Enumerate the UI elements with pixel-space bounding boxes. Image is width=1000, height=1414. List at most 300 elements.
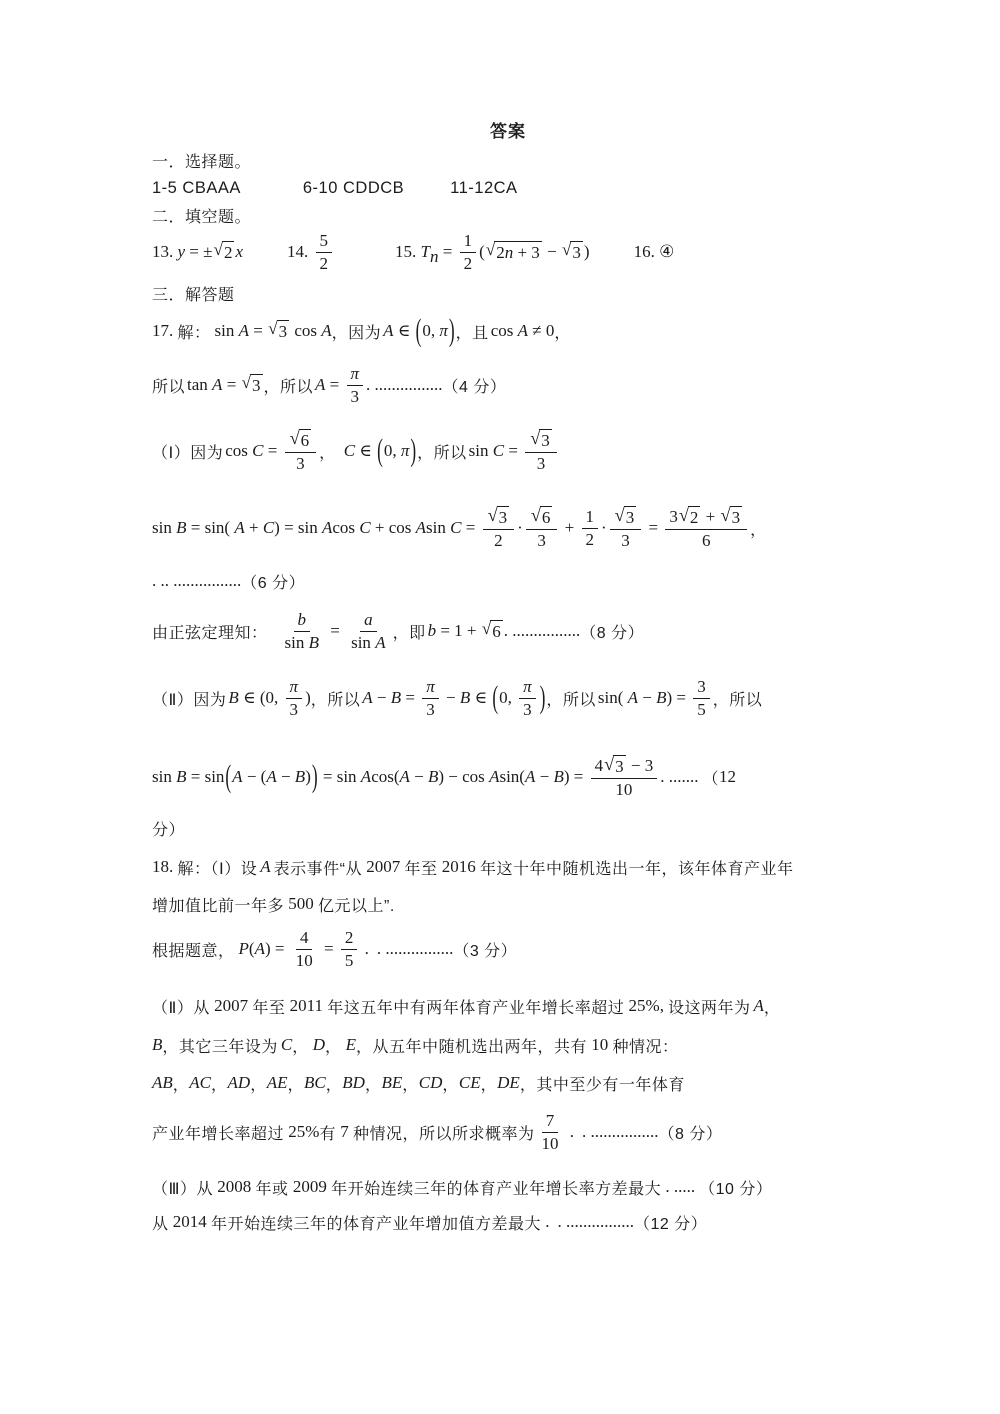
radicand xyxy=(613,755,626,777)
text-run: 7 xyxy=(335,1122,353,1141)
text-run: sin xyxy=(152,518,177,537)
math-var: AC xyxy=(189,1073,212,1092)
math-var: π xyxy=(400,441,410,460)
big-paren: ( xyxy=(492,679,499,715)
radicand xyxy=(688,506,701,528)
text-run-cjk: ，所以 xyxy=(712,691,763,709)
text-run: cos( xyxy=(371,767,400,786)
fraction-denominator xyxy=(281,632,323,652)
text-run-cjk: ， xyxy=(292,1038,309,1056)
text-run: 3 xyxy=(669,507,678,527)
big-paren: ) xyxy=(448,312,455,348)
text-run: 6 xyxy=(541,507,551,527)
radical-sign: √ xyxy=(213,239,223,259)
text-run: 2016 xyxy=(437,857,480,876)
math-var: T xyxy=(420,242,430,261)
text-run: − xyxy=(372,688,391,707)
math-sqrt xyxy=(604,755,626,777)
math-var: P xyxy=(238,939,249,958)
text-run: ) = sin xyxy=(274,518,322,537)
text-run: 14. xyxy=(287,242,313,261)
fraction-denominator xyxy=(533,530,550,550)
text-run: = xyxy=(249,321,268,340)
math-fraction xyxy=(341,928,358,969)
text-run: cos xyxy=(332,518,360,537)
math-sqrt xyxy=(488,506,510,528)
text-run-cjk: 增加值比前一年多 xyxy=(152,897,285,915)
text-run-cjk: （6 分） xyxy=(241,574,306,592)
text-run: − xyxy=(638,688,657,707)
text-run-cjk: 亿元以上”. xyxy=(318,897,395,915)
math-fraction xyxy=(316,231,333,272)
line-q18-part3 xyxy=(152,1173,864,1201)
math-var: A xyxy=(360,767,372,786)
text-run: sin xyxy=(426,518,451,537)
fraction-numerator xyxy=(526,506,558,530)
text-run: sin xyxy=(284,632,309,652)
text-run-cjk: 有 xyxy=(319,1125,336,1143)
math-var: B xyxy=(428,767,439,786)
fraction-denominator xyxy=(292,950,317,970)
math-fraction xyxy=(483,506,515,550)
text-run: 2007 xyxy=(209,996,253,1015)
radicand xyxy=(730,506,743,528)
radical-sign: √ xyxy=(678,504,689,525)
text-run: 3 xyxy=(536,454,546,474)
math-var: b xyxy=(427,621,437,640)
radicand xyxy=(490,620,503,642)
text-run-cjk: ， xyxy=(364,1076,382,1094)
math-var: B xyxy=(656,688,667,707)
text-run-cjk: ， xyxy=(402,1076,419,1094)
text-run: 2 xyxy=(463,253,473,273)
line-q18-cases xyxy=(152,1069,864,1097)
text-run: sin xyxy=(214,321,239,340)
text-run-cjk: 解：（Ⅰ）设 xyxy=(177,860,258,878)
text-run-cjk: ， xyxy=(325,1038,342,1056)
text-run-cjk: 解： xyxy=(177,324,211,342)
fraction-denominator xyxy=(533,453,550,473)
math-fraction xyxy=(665,506,747,550)
text-run-cjk: 种情况： xyxy=(612,1038,679,1056)
line-q17-sine-rule xyxy=(152,603,864,659)
fraction-denominator xyxy=(582,529,599,549)
math-sqrt xyxy=(482,620,503,642)
line-q17-6fen xyxy=(152,569,864,593)
text-run-cjk: （10 分） xyxy=(699,1180,773,1198)
text-run-cjk: （3 分） xyxy=(453,942,518,960)
text-run: ∈ (0, xyxy=(238,688,283,707)
math-var: A xyxy=(234,518,245,537)
math-var: BE xyxy=(381,1073,403,1092)
math-var: C xyxy=(359,518,371,537)
fraction-denominator xyxy=(693,699,710,719)
math-fraction xyxy=(422,677,439,718)
math-var: n xyxy=(429,246,439,266)
text-run-cjk: ， xyxy=(480,1076,498,1094)
math-var: A xyxy=(315,375,326,394)
line-sec-choice xyxy=(152,148,864,172)
big-paren: ( xyxy=(415,312,422,348)
math-var: B xyxy=(459,688,471,707)
radicand xyxy=(299,429,312,451)
text-run-cjk: 设这两年为 xyxy=(667,999,751,1017)
text-run: 25%, xyxy=(624,996,664,1015)
fraction-numerator xyxy=(460,231,477,252)
text-run: 7 xyxy=(545,1111,555,1131)
line-sec-solve xyxy=(152,281,864,305)
fraction-numerator xyxy=(285,429,317,453)
math-fraction xyxy=(281,610,323,651)
text-run-cjk: 从 xyxy=(152,1215,169,1233)
text-run-latin: 1-5 CBAAA xyxy=(152,178,241,197)
text-run: ∈ xyxy=(393,321,415,340)
text-run: = sin( xyxy=(186,518,235,537)
text-run: = xyxy=(222,375,241,394)
fraction-numerator xyxy=(422,677,439,698)
text-run: 3 xyxy=(541,430,550,450)
page-title: 答案 xyxy=(490,121,526,141)
text-run: 3 xyxy=(523,699,532,719)
text-run: 10 xyxy=(295,950,313,970)
text-run: 2011 xyxy=(285,996,328,1015)
text-run: . xyxy=(565,1122,574,1141)
math-var: C xyxy=(450,518,462,537)
line-q17-part1 xyxy=(152,423,864,479)
text-run: 0, xyxy=(383,441,401,460)
text-run: 3 xyxy=(537,531,546,551)
text-run-cjk: ， xyxy=(750,521,767,539)
text-run: = ± xyxy=(185,242,213,261)
text-run: 1 xyxy=(585,507,594,527)
text-run-cjk: 所以 xyxy=(152,378,186,396)
radical-sign: √ xyxy=(530,504,541,525)
fraction-denominator xyxy=(519,699,536,719)
math-var: AB xyxy=(152,1073,173,1092)
math-var: BC xyxy=(304,1073,326,1092)
radicand xyxy=(540,506,553,528)
text-run-cjk: ，其它三年设为 xyxy=(162,1038,278,1056)
line-q17-tanA xyxy=(152,360,864,410)
text-run-cjk: ， xyxy=(250,1076,267,1094)
text-run-cjk: 表示事件“从 xyxy=(273,860,362,878)
text-run: 10 xyxy=(586,1035,613,1054)
text-run-cjk: 年这五年中有两年体育产业年增长率超过 xyxy=(327,999,625,1017)
text-run: 15. xyxy=(395,242,421,261)
text-run: tan xyxy=(187,375,213,394)
math-fraction xyxy=(347,610,389,651)
radical-sign: √ xyxy=(530,427,541,448)
text-run: 4 xyxy=(299,928,309,948)
text-run: = xyxy=(504,441,523,460)
text-run: − ( xyxy=(242,767,267,786)
math-var: A xyxy=(260,857,271,876)
math-var: A xyxy=(524,767,536,786)
text-run: 3 xyxy=(697,677,706,697)
math-fraction xyxy=(537,1111,562,1152)
text-run-cjk: （8 分） xyxy=(658,1125,723,1143)
math-fraction xyxy=(591,755,658,799)
text-run: 17. xyxy=(152,321,178,340)
line-q18-2014 xyxy=(152,1208,864,1236)
fraction-denominator xyxy=(537,1133,562,1153)
text-run: . ................ xyxy=(557,1212,635,1231)
text-run: 2 xyxy=(689,507,699,527)
math-var: x xyxy=(235,242,243,261)
line-q18-pa xyxy=(152,924,864,974)
math-var: BD xyxy=(342,1073,365,1092)
math-fraction xyxy=(285,429,317,473)
fraction-numerator xyxy=(610,506,642,530)
text-run: 3 xyxy=(350,386,360,406)
math-var: π xyxy=(289,677,299,697)
line-q18-bcde xyxy=(152,1031,864,1059)
text-run-cjk: （12 分） xyxy=(634,1215,708,1233)
big-paren: ( xyxy=(377,432,383,468)
math-var: B xyxy=(294,767,306,786)
text-run-cjk: 年或 xyxy=(255,1180,289,1198)
text-run: · xyxy=(601,518,607,537)
text-run: = sin xyxy=(318,767,361,786)
text-run-cjk: 种情况，所以所求概率为 xyxy=(352,1125,535,1143)
text-run-cjk: ，其中至少有一年体育 xyxy=(519,1076,685,1094)
fraction-denominator xyxy=(347,386,364,406)
text-run: 500 xyxy=(284,894,319,913)
text-run: 12 xyxy=(719,767,737,786)
fraction-numerator xyxy=(483,506,515,530)
text-run-cjk: （ xyxy=(702,770,720,788)
math-var: π xyxy=(439,321,448,340)
math-var: π xyxy=(350,364,360,384)
fraction-numerator xyxy=(693,677,710,698)
text-run: 6 xyxy=(300,430,310,450)
fraction-numerator xyxy=(347,364,364,385)
text-run: 3 xyxy=(426,699,435,719)
text-run-cjk: 年至 xyxy=(252,999,286,1017)
math-sqrt xyxy=(486,241,542,263)
text-run-cjk: ，且 xyxy=(455,324,489,342)
math-var: C xyxy=(492,441,505,460)
radicand xyxy=(250,374,263,396)
text-run: 5 xyxy=(697,699,706,719)
document-body xyxy=(152,0,864,1414)
text-run: 10 xyxy=(615,780,633,800)
text-run: 25% xyxy=(284,1122,320,1141)
text-run: . xyxy=(360,939,369,958)
math-var: C xyxy=(252,441,264,460)
radicand xyxy=(570,241,583,263)
radicand xyxy=(624,506,637,528)
big-paren: ( xyxy=(225,758,232,794)
text-run-cjk: ，因为 xyxy=(331,324,382,342)
text-run-cjk: （4 分） xyxy=(442,378,507,396)
math-sqrt xyxy=(615,506,637,528)
fraction-numerator xyxy=(294,610,311,631)
big-paren: ) xyxy=(410,432,417,468)
text-run: 2 xyxy=(494,531,503,551)
text-run: 3 xyxy=(252,375,261,395)
fraction-numerator xyxy=(286,677,303,698)
text-run: − xyxy=(441,688,460,707)
text-run-cjk: 年开始连续三年的体育产业年增长率方差最大 xyxy=(331,1180,662,1198)
math-var: y xyxy=(177,242,186,261)
text-run: + 3 xyxy=(513,242,540,262)
radical-sign: √ xyxy=(614,504,625,525)
text-run-cjk: 年这十年中随机选出一年，该年体育产业年 xyxy=(479,860,794,878)
fraction-numerator xyxy=(341,928,358,949)
math-var: E xyxy=(345,1035,356,1054)
math-var: C xyxy=(262,518,275,537)
text-run: 18. xyxy=(152,857,178,876)
radical-sign: √ xyxy=(561,239,572,259)
math-var: a xyxy=(364,610,373,630)
math-fraction xyxy=(526,506,558,550)
math-var: b xyxy=(297,610,306,630)
math-sqrt xyxy=(290,429,312,451)
text-run: ) = xyxy=(666,688,691,707)
text-run-cjk: 二．填空题。 xyxy=(152,208,252,226)
text-run-latin: 6-10 CDDCB xyxy=(302,178,405,197)
math-fraction xyxy=(610,506,642,550)
text-run: − xyxy=(542,242,561,261)
text-run: ( xyxy=(479,242,485,261)
big-paren: ) xyxy=(539,679,546,715)
math-var: B xyxy=(390,688,402,707)
fraction-denominator xyxy=(611,779,636,799)
math-var: A xyxy=(321,321,332,340)
radicand xyxy=(539,429,552,451)
fraction-numerator xyxy=(519,677,536,698)
line-fill-answers xyxy=(152,226,864,278)
math-sqrt xyxy=(679,506,701,528)
radical-sign: √ xyxy=(268,318,278,338)
line-q17-part2 xyxy=(152,669,864,727)
text-run: − xyxy=(535,767,554,786)
text-run: = xyxy=(325,375,344,394)
line-q18-event xyxy=(152,853,864,881)
line-q18-event2 xyxy=(152,890,864,918)
text-run: 4 xyxy=(594,756,604,776)
math-var: A xyxy=(266,767,277,786)
math-var: B xyxy=(553,767,564,786)
line-q17-sinB xyxy=(152,499,864,557)
text-run: . ..... xyxy=(661,1177,696,1196)
math-var: C xyxy=(343,441,356,460)
math-fraction xyxy=(519,677,536,718)
math-fraction xyxy=(292,928,317,969)
fraction-denominator xyxy=(617,530,634,550)
text-run: = xyxy=(644,518,663,537)
text-run-cjk: 年至 xyxy=(404,860,438,878)
fraction-denominator xyxy=(347,632,389,652)
math-fraction xyxy=(582,507,599,548)
fraction-numerator xyxy=(542,1111,559,1132)
line-choice-answers xyxy=(152,176,864,200)
math-sqrt xyxy=(531,506,553,528)
fraction-numerator xyxy=(665,506,747,530)
math-var: B xyxy=(308,632,319,652)
math-var: A xyxy=(322,518,333,537)
text-run: cos xyxy=(290,321,322,340)
big-paren: ) xyxy=(311,758,318,794)
text-run: 13. xyxy=(152,242,178,261)
text-run: ) = xyxy=(264,939,289,958)
text-run: + xyxy=(560,518,579,537)
text-run-cjk: ， xyxy=(287,1076,305,1094)
text-run-cjk: （Ⅱ）因为 xyxy=(152,691,227,709)
text-run-cjk: ，所以 xyxy=(310,691,361,709)
text-run: = xyxy=(401,688,420,707)
text-run: 3 xyxy=(289,699,299,719)
math-var: A xyxy=(232,767,243,786)
line-sec-fill xyxy=(152,203,864,227)
text-run: 3 xyxy=(296,454,305,474)
text-run: = xyxy=(263,441,282,460)
text-run: sin( xyxy=(499,767,525,786)
fraction-denominator xyxy=(422,699,439,719)
radical-sign: √ xyxy=(604,753,615,774)
math-fraction xyxy=(693,677,710,718)
math-var: A xyxy=(753,996,764,1015)
math-var: A xyxy=(212,375,223,394)
text-run: ) − cos xyxy=(438,767,490,786)
text-run: = sin xyxy=(186,767,225,786)
radicand xyxy=(497,506,510,528)
math-sqrt xyxy=(268,320,289,342)
math-var: A xyxy=(254,939,265,958)
text-run: ) xyxy=(305,767,311,786)
text-run: 0, xyxy=(499,688,517,707)
fraction-denominator xyxy=(490,530,507,550)
text-run: 6 xyxy=(701,531,711,551)
line-q17-fen-close xyxy=(152,816,864,840)
math-var: D xyxy=(312,1035,326,1054)
text-run: 2 xyxy=(319,253,328,273)
text-run: 3 xyxy=(278,321,288,341)
text-run: 2009 xyxy=(288,1177,332,1196)
text-run: = xyxy=(438,242,457,261)
text-run-cjk: 产业年增长率超过 xyxy=(152,1125,285,1143)
fraction-numerator xyxy=(296,928,313,949)
text-run-cjk: （Ⅲ）从 xyxy=(152,1180,214,1198)
text-run: − xyxy=(409,767,428,786)
math-fraction xyxy=(460,231,477,272)
text-run-cjk: ，从五年中随机选出两年，共有 xyxy=(355,1038,587,1056)
math-sqrt xyxy=(530,429,552,451)
text-run-cjk: ， xyxy=(554,324,571,342)
text-run-cjk: ，所以 xyxy=(417,444,467,462)
text-run: . xyxy=(541,1212,550,1231)
math-sqrt xyxy=(213,241,234,263)
text-run-cjk: （8 分） xyxy=(580,624,645,642)
subscript xyxy=(430,247,439,267)
math-var: CD xyxy=(418,1073,443,1092)
text-run-cjk: 一．选择题。 xyxy=(152,153,252,171)
text-run-cjk: ， xyxy=(442,1076,459,1094)
math-sqrt xyxy=(721,506,743,528)
text-run: · xyxy=(517,518,523,537)
math-var: A xyxy=(362,688,373,707)
fraction-denominator xyxy=(341,950,358,970)
text-run: 3 xyxy=(572,242,581,262)
text-run: 3 xyxy=(498,507,508,527)
fraction-denominator xyxy=(698,530,715,550)
fraction-numerator xyxy=(316,231,333,252)
fraction-numerator xyxy=(591,755,658,779)
math-var: AD xyxy=(227,1073,251,1092)
radical-sign: √ xyxy=(487,504,498,525)
math-var: B xyxy=(228,688,239,707)
